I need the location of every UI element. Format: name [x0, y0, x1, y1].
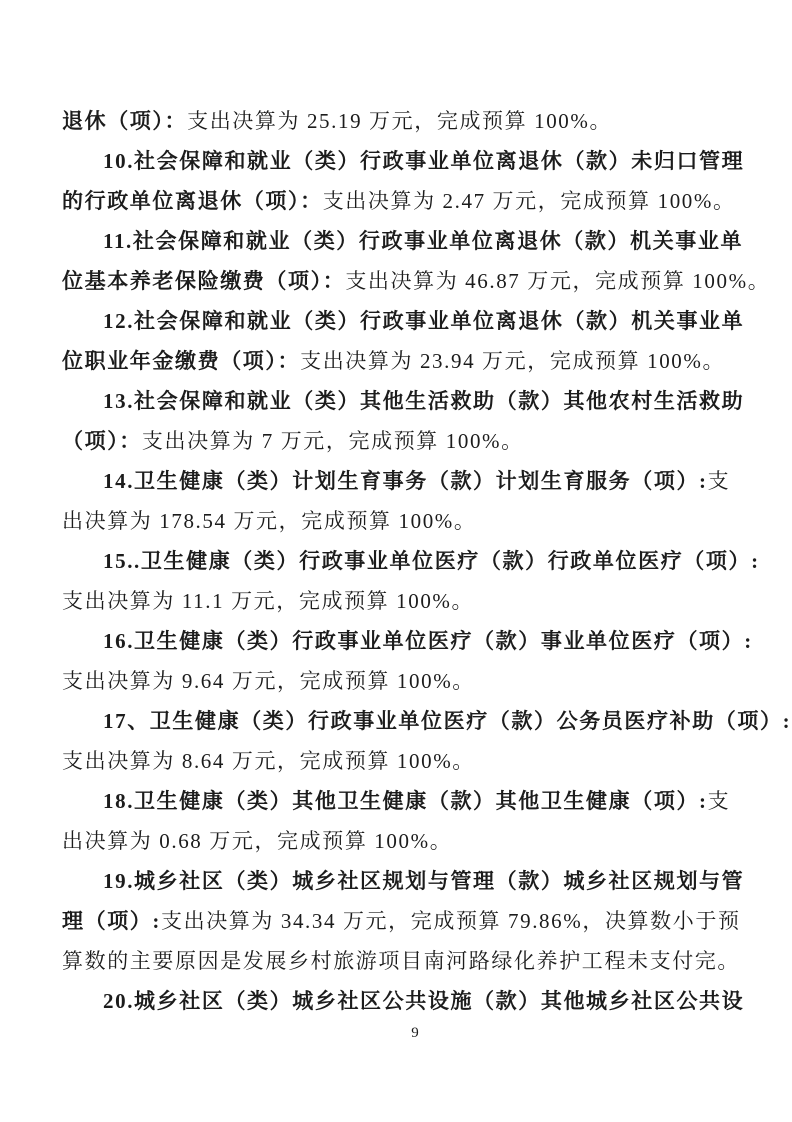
entry-value: 支出决算为 8.64 万元，完成预算 100%。 [62, 749, 475, 773]
entry-value: 支 [707, 789, 731, 813]
entry-heading: 11.社会保障和就业（类）行政事业单位离退休（款）机关事业单 [103, 229, 744, 253]
entry-heading: 位基本养老保险缴费（项）： [62, 269, 346, 293]
entry-heading: 16.卫生健康（类）行政事业单位医疗（款）事业单位医疗（项）: [103, 629, 753, 653]
entry-heading: 15..卫生健康（类）行政事业单位医疗（款）行政单位医疗（项）: [103, 549, 760, 573]
text-line [62, 301, 768, 341]
text-line [62, 141, 768, 181]
text-line [62, 421, 768, 461]
text-line [62, 181, 768, 221]
body-text [62, 101, 792, 1021]
entry-heading: 19.城乡社区（类）城乡社区规划与管理（款）城乡社区规划与管 [103, 869, 745, 893]
entry-value: 支出决算为 11.1 万元，完成预算 100%。 [62, 589, 475, 613]
text-line [62, 221, 768, 261]
entry-heading: 理（项）: [62, 909, 161, 933]
text-line [62, 381, 768, 421]
text-line [62, 501, 768, 541]
text-line [62, 741, 768, 781]
entry-heading: 20.城乡社区（类）城乡社区公共设施（款）其他城乡社区公共设 [103, 989, 745, 1013]
text-line [62, 581, 768, 621]
entry-heading: 10.社会保障和就业（类）行政事业单位离退休（款）未归口管理 [103, 149, 745, 173]
entry-value: 算数的主要原因是发展乡村旅游项目南河路绿化养护工程未支付完。 [62, 949, 740, 973]
text-line [62, 701, 792, 741]
text-line [62, 621, 768, 661]
text-line [62, 541, 768, 581]
entry-heading: （项）： [62, 429, 142, 453]
text-line [62, 821, 768, 861]
text-line [62, 941, 768, 981]
entry-heading: 13.社会保障和就业（类）其他生活救助（款）其他农村生活救助 [103, 389, 745, 413]
entry-value: 出决算为 0.68 万元，完成预算 100%。 [62, 829, 453, 853]
text-line [62, 781, 768, 821]
text-line [62, 341, 768, 381]
entry-heading: 退休（项）： [62, 109, 188, 133]
text-line [62, 101, 768, 141]
text-line [62, 461, 768, 501]
entry-value: 支 [707, 469, 731, 493]
entry-heading: 位职业年金缴费（项）： [62, 349, 301, 373]
entry-value: 支出决算为 25.19 万元，完成预算 100%。 [187, 109, 613, 133]
entry-heading: 17、卫生健康（类）行政事业单位医疗（款）公务员医疗补助（项）: [103, 709, 792, 733]
text-line [62, 901, 768, 941]
page-number: 9 [411, 1025, 419, 1041]
entry-value: 支出决算为 34.34 万元，完成预算 79.86%，决算数小于预 [161, 909, 741, 933]
entry-value: 支出决算为 7 万元，完成预算 100%。 [141, 429, 524, 453]
text-line [62, 261, 771, 301]
entry-heading: 12.社会保障和就业（类）行政事业单位离退休（款）机关事业单 [103, 309, 745, 333]
text-line [62, 861, 768, 901]
entry-value: 支出决算为 23.94 万元，完成预算 100%。 [300, 349, 726, 373]
text-line [62, 981, 768, 1021]
entry-heading: 的行政单位离退休（项）： [62, 189, 323, 213]
entry-value: 出决算为 178.54 万元，完成预算 100%。 [62, 509, 477, 533]
entry-value: 支出决算为 9.64 万元，完成预算 100%。 [62, 669, 475, 693]
entry-value: 支出决算为 46.87 万元，完成预算 100%。 [345, 269, 771, 293]
entry-value: 支出决算为 2.47 万元，完成预算 100%。 [322, 189, 736, 213]
entry-heading: 14.卫生健康（类）计划生育事务（款）计划生育服务（项）: [103, 469, 708, 493]
text-line [62, 661, 768, 701]
entry-heading: 18.卫生健康（类）其他卫生健康（款）其他卫生健康（项）: [103, 789, 708, 813]
